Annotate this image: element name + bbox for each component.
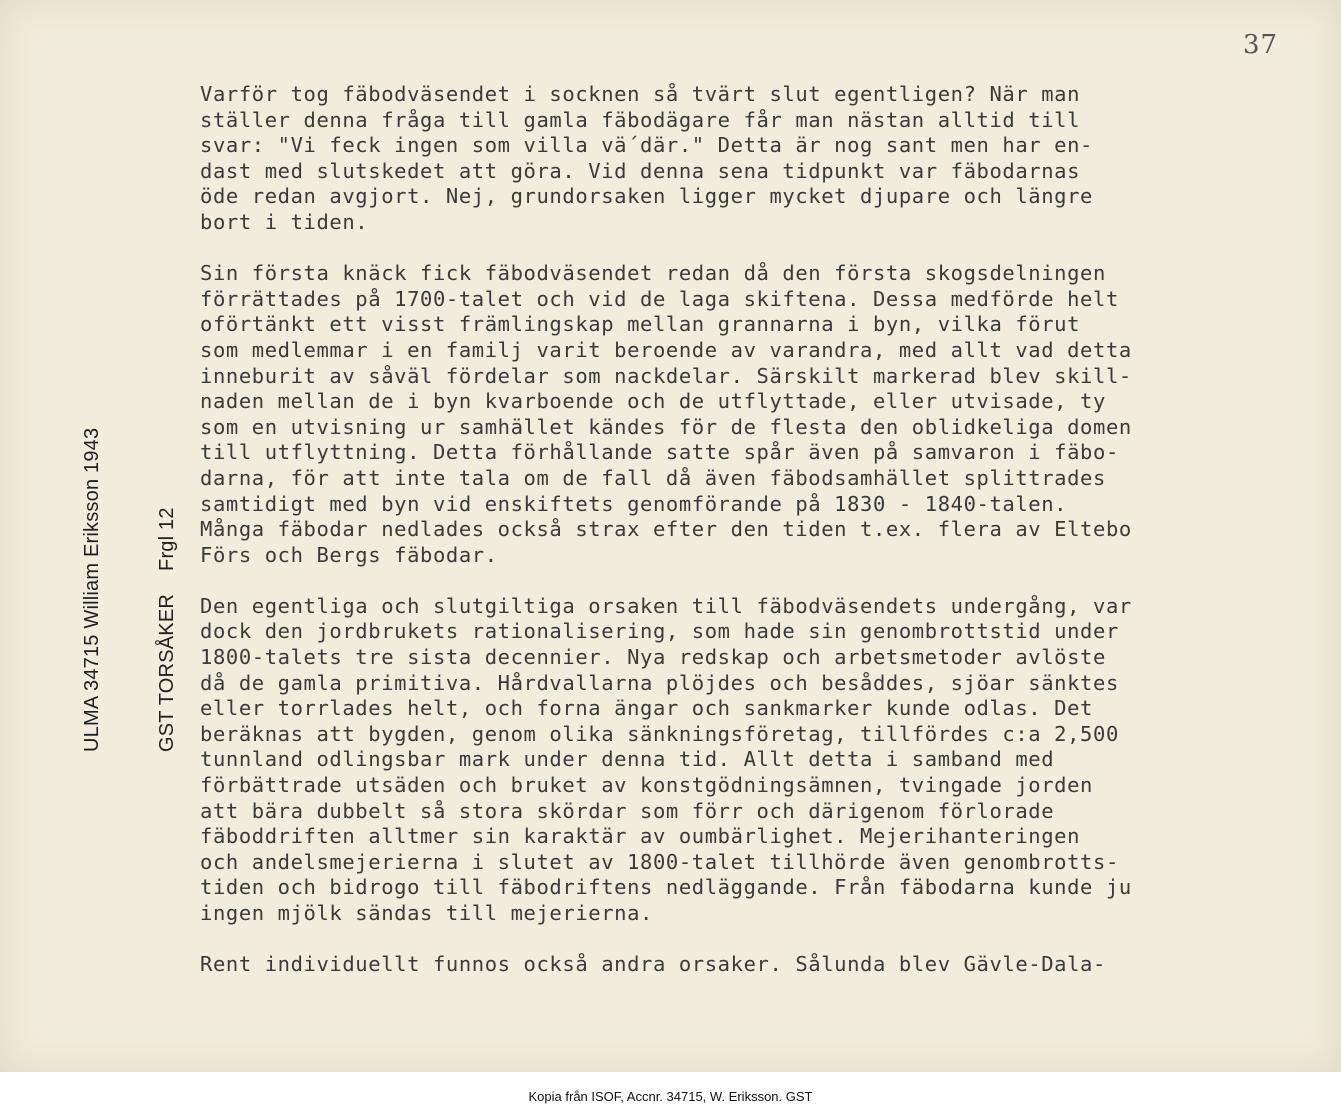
text-line: eller torrlades helt, och forna ängar och sankmarker kunde odlas. Det: [200, 696, 1094, 721]
text-line: dock den jordbrukets rationalisering, som hade sin genombrottstid under: [200, 619, 1119, 644]
page-number: 37: [1243, 30, 1279, 60]
text-line: öde redan avgjort. Nej, grundorsaken ligger mycket djupare och längre: [200, 184, 1094, 209]
text-line: samtidigt med byn vid enskiftets genomförande på 1830 - 1840-talen.: [200, 491, 1068, 516]
text-line: ingen mjölk sändas till mejerierna.: [200, 901, 653, 925]
text-line: darna, för att inte tala om de fall då även fäbodsamhället splittrades: [200, 465, 1106, 490]
text-line: att bära dubbelt så stora skördar som förr och därigenom förlorade: [200, 798, 1055, 823]
text-line: dast med slutskedet att göra. Vid denna sena tidpunkt var fäbodarnas: [200, 158, 1081, 183]
archive-stamp-line-1: ULMA 34715 William Eriksson 1943: [81, 427, 103, 752]
text-line: till utflyttning. Detta förhållande satte spår även på samvaron i fäbo-: [200, 440, 1119, 465]
text-line: bort i tiden.: [200, 209, 369, 234]
text-line: naden mellan de i byn kvarboende och de utflyttade, eller utvisade, ty: [200, 389, 1106, 414]
paragraph: [200, 594, 1300, 927]
text-line: Varför tog fäbodväsendet i socknen så tvärt slut egentligen? När man: [200, 82, 1081, 106]
archive-stamp-line-2: GST TORSÅKER Frgl 12: [156, 507, 178, 752]
text-line: svar: "Vi feck ingen som villa vä´där." Detta är nog sant men har en-: [200, 133, 1094, 158]
text-line: tunnland odlingsbar mark under denna tid. Allt detta i samband med: [200, 747, 1055, 772]
archive-stamp: [30, 332, 178, 752]
text-line: Den egentliga och slutgiltiga orsaken till fäbodväsendets undergång, var: [200, 593, 1132, 618]
text-line: tiden och bidrogo till fäbodriftens nedläggande. Från fäbodarna kunde ju: [200, 875, 1132, 900]
text-line: och andelsmejerierna i slutet av 1800-talet tillhörde även genombrotts-: [200, 849, 1119, 874]
text-line: förbättrade utsäden och bruket av konstgödningsämnen, tvingade jorden: [200, 773, 1094, 798]
text-line: fäboddriften alltmer sin karaktär av oumbärlighet. Mejerihanteringen: [200, 824, 1081, 849]
paragraph: [200, 952, 1300, 978]
paragraph: [200, 261, 1300, 568]
text-line: då de gamla primitiva. Hårdvallarna plöjdes och besåddes, sjöar sänktes: [200, 670, 1119, 695]
text-line: som en utvisning ur samhället kändes för de flesta den oblidkeliga domen: [200, 414, 1132, 439]
text-line: Förs och Bergs fäbodar.: [200, 542, 498, 567]
footer-caption: Kopia från ISOF, Accnr. 34715, W. Eriksson. GST: [528, 1089, 813, 1104]
paragraph: [200, 82, 1300, 236]
text-line: Sin första knäck fick fäbodväsendet redan då den första skogsdelningen: [200, 261, 1106, 286]
text-line: Rent individuellt funnos också andra orsaker. Sålunda blev Gävle-Dala-: [200, 952, 1106, 977]
text-line: oförtänkt ett visst främlingskap mellan grannarna i byn, vilka förut: [200, 312, 1081, 337]
typewritten-text: [200, 82, 1300, 978]
text-line: ställer denna fråga till gamla fäbodägare får man nästan alltid till: [200, 107, 1081, 132]
text-line: beräknas att bygden, genom olika sänkningsföretag, tillfördes c:a 2,500: [200, 721, 1119, 746]
text-line: 1800-talets tre sista decennier. Nya redskap och arbetsmetoder avlöste: [200, 645, 1106, 670]
text-line: förrättades på 1700-talet och vid de laga skiftena. Dessa medförde helt: [200, 286, 1119, 311]
text-line: Många fäbodar nedlades också strax efter den tiden t.ex. flera av Eltebo: [200, 517, 1132, 542]
text-line: inneburit av såväl fördelar som nackdelar. Särskilt markerad blev skill-: [200, 363, 1132, 388]
text-line: som medlemmar i en familj varit beroende av varandra, med allt vad detta: [200, 337, 1132, 362]
